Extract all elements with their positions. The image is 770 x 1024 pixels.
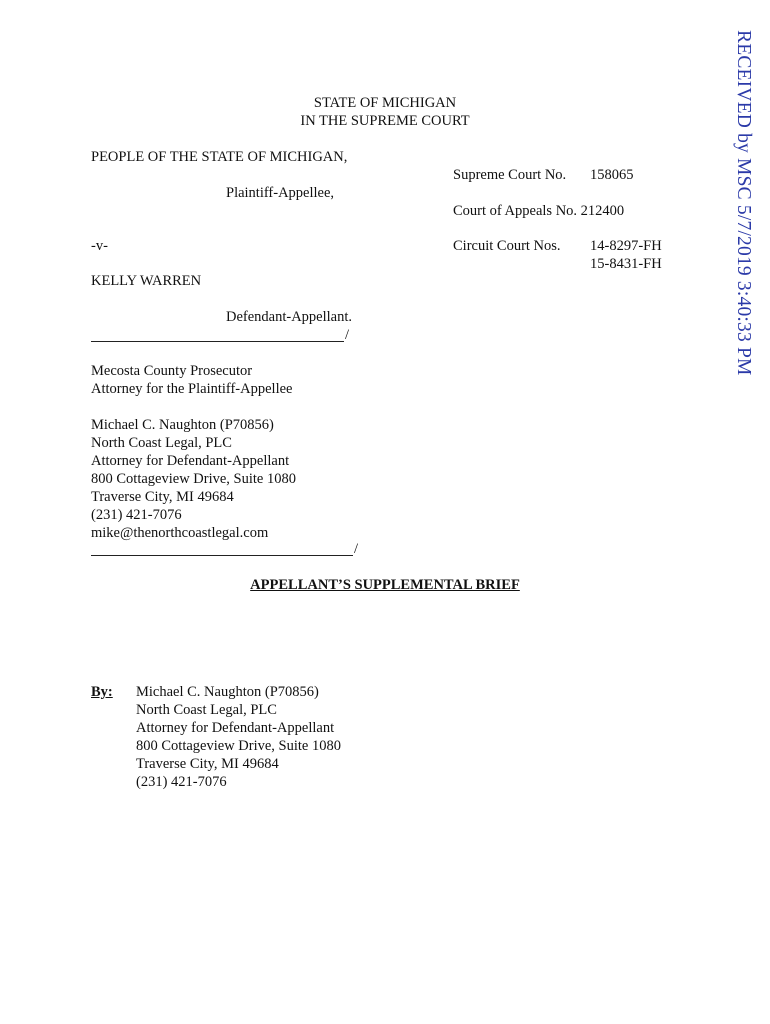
defendant-counsel-address1: 800 Cottageview Drive, Suite 1080 [91, 471, 296, 487]
supreme-court-number: 158065 [590, 167, 634, 183]
court-header [0, 94, 770, 130]
supreme-court-label: Supreme Court No. [453, 167, 567, 183]
signature-firm: North Coast Legal, PLC [136, 702, 277, 718]
plaintiff-counsel-office: Mecosta County Prosecutor [91, 363, 253, 379]
caption-rule-slash: / [345, 327, 350, 343]
defendant-counsel-firm: North Coast Legal, PLC [91, 435, 232, 451]
counsel-rule-slash: / [354, 541, 359, 557]
plaintiff-counsel [91, 362, 292, 398]
defendant-role: Defendant-Appellant. [226, 309, 353, 325]
signature-block [136, 683, 341, 791]
plaintiff-counsel-role: Attorney for the Plaintiff-Appellee [91, 381, 293, 397]
received-stamp: RECEIVED by MSC 5/7/2019 3:40:33 PM [733, 30, 754, 376]
signature-address2: Traverse City, MI 49684 [136, 756, 279, 772]
document-title: APPELLANT’S SUPPLEMENTAL BRIEF [250, 577, 520, 593]
caption-rule [91, 341, 344, 342]
signature-address1: 800 Cottageview Drive, Suite 1080 [136, 738, 341, 754]
defendant-counsel-phone: (231) 421-7076 [91, 507, 182, 523]
signature-role: Attorney for Defendant-Appellant [136, 720, 335, 736]
counsel-rule [91, 555, 353, 556]
plaintiff-role: Plaintiff-Appellee, [226, 185, 335, 201]
signature-phone: (231) 421-7076 [136, 774, 227, 790]
court-header-court: IN THE SUPREME COURT [300, 113, 470, 129]
court-of-appeals-number: Court of Appeals No. 212400 [453, 203, 625, 219]
court-header-state: STATE OF MICHIGAN [313, 95, 457, 111]
versus-label: -v- [91, 238, 108, 254]
circuit-court-number-1: 14-8297-FH [590, 238, 662, 254]
defendant-counsel-role: Attorney for Defendant-Appellant [91, 453, 290, 469]
defendant-counsel-name: Michael C. Naughton (P70856) [91, 417, 274, 433]
signature-name: Michael C. Naughton (P70856) [136, 684, 319, 700]
defendant-counsel-address2: Traverse City, MI 49684 [91, 489, 234, 505]
plaintiff-name: PEOPLE OF THE STATE OF MICHIGAN, [91, 149, 348, 165]
defendant-name: KELLY WARREN [91, 273, 202, 289]
signature-by-label: By: [91, 684, 113, 700]
circuit-court-label: Circuit Court Nos. [453, 238, 561, 254]
circuit-court-number-2: 15-8431-FH [590, 256, 662, 272]
defendant-counsel [91, 416, 296, 542]
defendant-counsel-email: mike@thenorthcoastlegal.com [91, 525, 269, 541]
